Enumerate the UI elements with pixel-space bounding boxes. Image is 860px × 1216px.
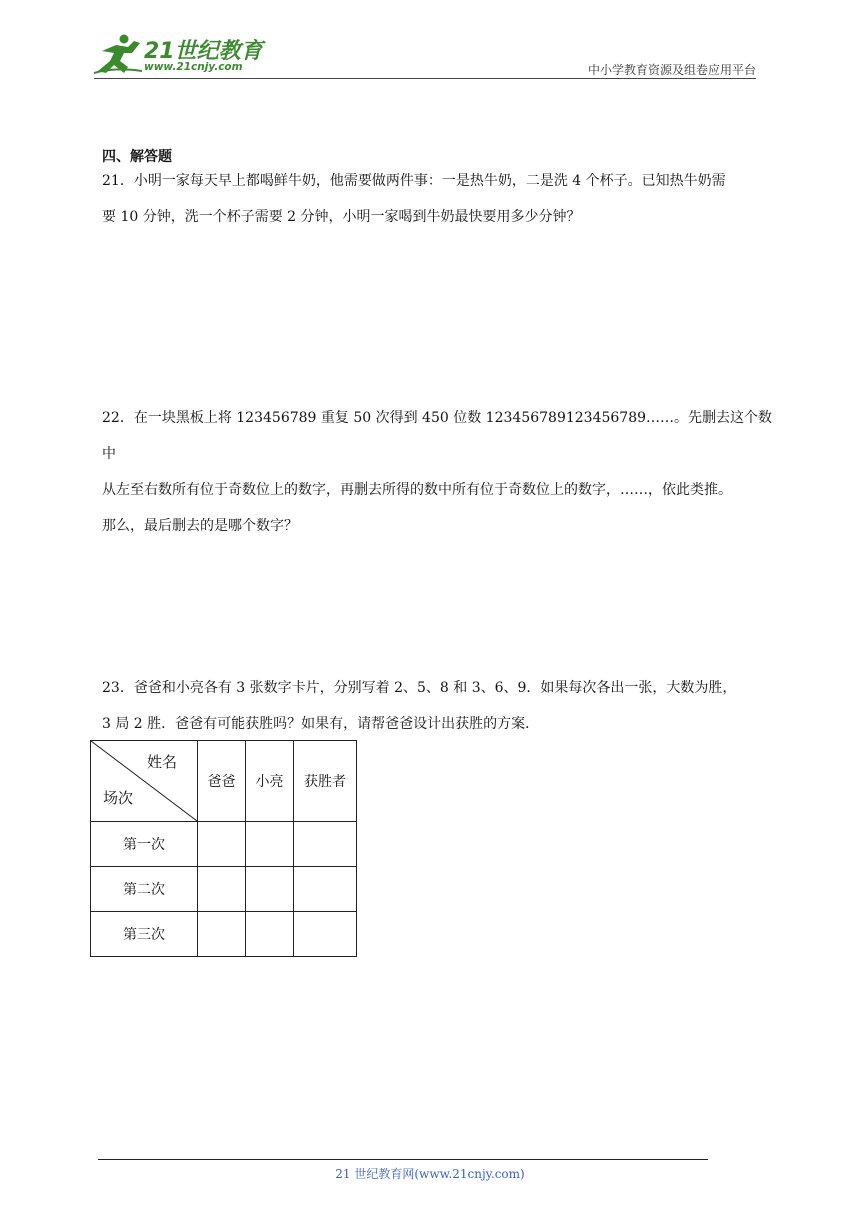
question-line: 那么，最后删去的是哪个数字？ <box>102 518 298 534</box>
corner-bottom-label: 场次 <box>103 789 134 807</box>
question-line: 23．爸爸和小亮各有 3 张数字卡片，分别写着 2、5、8 和 3、6、9．如果每次各出一张，大数为胜， <box>102 680 737 696</box>
table-header-row <box>91 741 357 822</box>
diagonal-line <box>91 741 197 821</box>
empty-cell <box>246 912 294 957</box>
footer-divider <box>98 1159 708 1160</box>
question-23 <box>102 670 772 742</box>
empty-cell <box>246 822 294 867</box>
row-label: 第三次 <box>91 912 198 957</box>
question-22 <box>102 400 772 544</box>
question-line: 22．在一块黑板上将 123456789 重复 50 次得到 450 位数 123456789123456789……。先删去这个数中 <box>102 410 773 462</box>
table-row <box>91 822 357 867</box>
question-line: 要 10 分钟，洗一个杯子需要 2 分钟，小明一家喝到牛奶最快要用多少分钟？ <box>102 209 581 225</box>
question-number: 21． <box>102 173 134 189</box>
score-table <box>90 740 357 957</box>
question-number: 23． <box>102 680 134 696</box>
row-label: 第一次 <box>91 822 198 867</box>
column-header: 获胜者 <box>294 741 357 822</box>
page-header <box>0 0 860 80</box>
corner-top-label: 姓名 <box>146 753 177 771</box>
question-line: 21．小明一家每天早上都喝鲜牛奶，他需要做两件事：一是热牛奶，二是洗 4 个杯子。已知热牛奶需 <box>102 173 726 189</box>
runner-icon <box>94 33 144 77</box>
empty-cell <box>246 867 294 912</box>
empty-cell <box>294 867 357 912</box>
section-title: 四、解答题 <box>102 149 172 165</box>
footer-text: 21 世纪教育网(www.21cnjy.com) <box>335 1167 525 1181</box>
header-divider <box>94 78 756 79</box>
table-row <box>91 867 357 912</box>
empty-cell <box>198 912 246 957</box>
table-corner-cell <box>91 741 198 822</box>
empty-cell <box>294 822 357 867</box>
empty-cell <box>294 912 357 957</box>
column-header: 爸爸 <box>198 741 246 822</box>
logo-text: 21世纪教育 <box>144 39 263 64</box>
question-line: 3 局 2 胜．爸爸有可能获胜吗？如果有，请帮爸爸设计出获胜的方案． <box>102 716 540 732</box>
empty-cell <box>198 822 246 867</box>
platform-label: 中小学教育资源及组卷应用平台 <box>587 63 756 77</box>
table-row <box>91 912 357 957</box>
logo-url: www.21cnjy.com <box>144 61 243 73</box>
question-21 <box>102 163 772 235</box>
empty-cell <box>198 867 246 912</box>
question-line: 从左至右数所有位于奇数位上的数字，再删去所得的数中所有位于奇数位上的数字，……，依此类推。 <box>102 482 732 498</box>
row-label: 第二次 <box>91 867 198 912</box>
column-header: 小亮 <box>246 741 294 822</box>
logo <box>94 33 264 78</box>
question-number: 22． <box>102 410 134 426</box>
